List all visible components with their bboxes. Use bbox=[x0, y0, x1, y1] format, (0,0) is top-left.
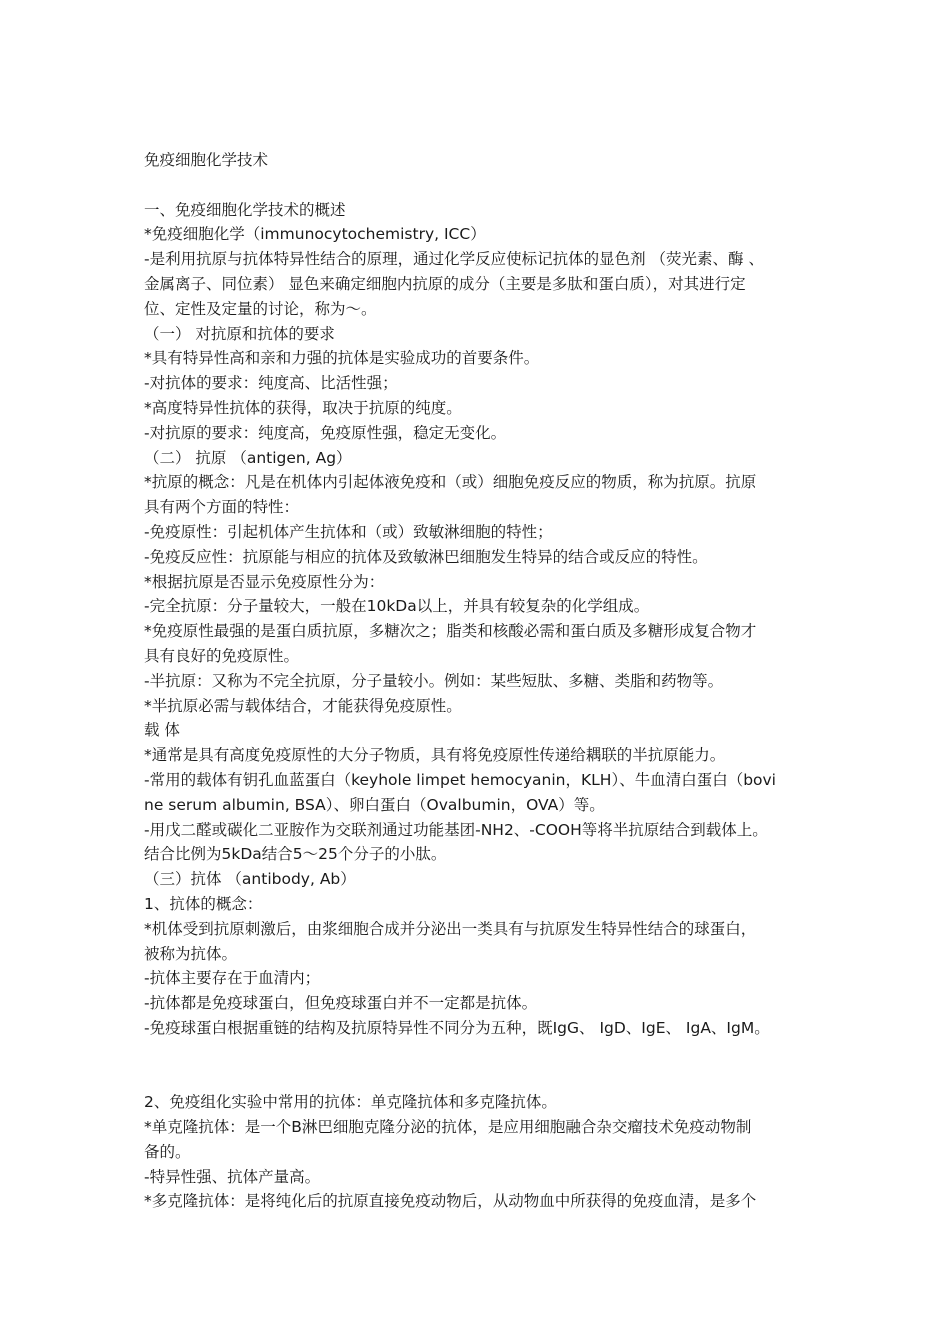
text-line: *抗原的概念：凡是在机体内引起体液免疫和（或）细胞免疫反应的物质，称为抗原。抗原 bbox=[144, 473, 757, 492]
text-line: *高度特异性抗体的获得，取决于抗原的纯度。 bbox=[144, 398, 462, 417]
text-line: 1、抗体的概念： bbox=[144, 894, 263, 913]
text-line: -用戊二醛或碳化二亚胺作为交联剂通过功能基团-NH2、-COOH等将半抗原结合到载体上。 bbox=[144, 820, 768, 839]
text-line: *通常是具有高度免疫原性的大分子物质，具有将免疫原性传递给耦联的半抗原能力。 bbox=[144, 746, 726, 765]
text-line: *根据抗原是否显示免疫原性分为： bbox=[144, 572, 385, 591]
text-line: 载 体 bbox=[144, 721, 180, 740]
text-line: -对抗原的要求：纯度高，免疫原性强，稳定无变化。 bbox=[144, 423, 507, 442]
text-line: -对抗体的要求：纯度高、比活性强； bbox=[144, 374, 398, 393]
spacer bbox=[144, 1041, 824, 1091]
text-line: *多克隆抗体：是将纯化后的抗原直接免疫动物后，从动物血中所获得的免疫血清，是多个 bbox=[144, 1192, 757, 1211]
section-text-block-1 bbox=[144, 198, 824, 1041]
text-line: -常用的载体有钥孔血蓝蛋白（keyhole limpet hemocyanin，KLH）、牛血清白蛋白（bovi bbox=[144, 770, 776, 789]
text-line: *机体受到抗原刺激后，由浆细胞合成并分泌出一类具有与抗原发生特异性结合的球蛋白， bbox=[144, 919, 757, 938]
text-line: -免疫反应性：抗原能与相应的抗体及致敏淋巴细胞发生特异的结合或反应的特性。 bbox=[144, 547, 708, 566]
text-line: 金属离子、同位素） 显色来确定细胞内抗原的成分（主要是多肽和蛋白质），对其进行定 bbox=[144, 274, 746, 293]
text-line: *具有特异性高和亲和力强的抗体是实验成功的首要条件。 bbox=[144, 349, 540, 368]
text-line: *半抗原必需与载体结合，才能获得免疫原性。 bbox=[144, 696, 462, 715]
text-line: 位、定性及定量的讨论，称为～。 bbox=[144, 299, 377, 318]
text-line: -抗体都是免疫球蛋白，但免疫球蛋白并不一定都是抗体。 bbox=[144, 994, 538, 1013]
text-line: 备的。 bbox=[144, 1142, 191, 1161]
text-line: 被称为抗体。 bbox=[144, 944, 238, 963]
section-text-block-2 bbox=[144, 1090, 824, 1214]
text-line: 一、免疫细胞化学技术的概述 bbox=[144, 200, 346, 219]
spacer bbox=[144, 173, 824, 198]
text-line: -是利用抗原与抗体特异性结合的原理，通过化学反应使标记抗体的显色剂 （荧光素、酶 、 bbox=[144, 250, 764, 269]
text-line: 2、免疫组化实验中常用的抗体：单克隆抗体和多克隆抗体。 bbox=[144, 1093, 557, 1112]
text-line: 具有两个方面的特性： bbox=[144, 498, 300, 517]
text-line: *单克隆抗体：是一个B淋巴细胞克隆分泌的抗体，是应用细胞融合杂交瘤技术免疫动物制 bbox=[144, 1118, 752, 1137]
text-line: （二） 抗原 （antigen, Ag） bbox=[144, 448, 352, 467]
text-line: -完全抗原：分子量较大，一般在10kDa以上，并具有较复杂的化学组成。 bbox=[144, 597, 650, 616]
text-line: （三）抗体 （antibody, Ab） bbox=[144, 870, 356, 889]
text-line: （一） 对抗原和抗体的要求 bbox=[144, 324, 335, 343]
text-line: -半抗原：又称为不完全抗原，分子量较小。例如：某些短肽、多糖、类脂和药物等。 bbox=[144, 671, 724, 690]
document-body bbox=[144, 148, 824, 1214]
text-line: ne serum albumin, BSA）、卵白蛋白（Ovalbumin，OVA）等。 bbox=[144, 795, 605, 814]
text-line: -特异性强、抗体产量高。 bbox=[144, 1167, 321, 1186]
text-line: -抗体主要存在于血清内； bbox=[144, 969, 321, 988]
text-line: -免疫原性：引起机体产生抗体和（或）致敏淋细胞的特性； bbox=[144, 522, 553, 541]
document-title: 免疫细胞化学技术 bbox=[144, 151, 269, 169]
text-line: *免疫原性最强的是蛋白质抗原，多糖次之；脂类和核酸必需和蛋白质及多糖形成复合物才 bbox=[144, 622, 757, 641]
text-line: *免疫细胞化学（immunocytochemistry, ICC） bbox=[144, 225, 486, 244]
text-line: 具有良好的免疫原性。 bbox=[144, 646, 300, 665]
text-line: 结合比例为5kDa结合5～25个分子的小肽。 bbox=[144, 845, 447, 864]
text-line: -免疫球蛋白根据重链的结构及抗原特异性不同分为五种，既IgG、 IgD、IgE、 IgA、IgM。 bbox=[144, 1018, 770, 1037]
